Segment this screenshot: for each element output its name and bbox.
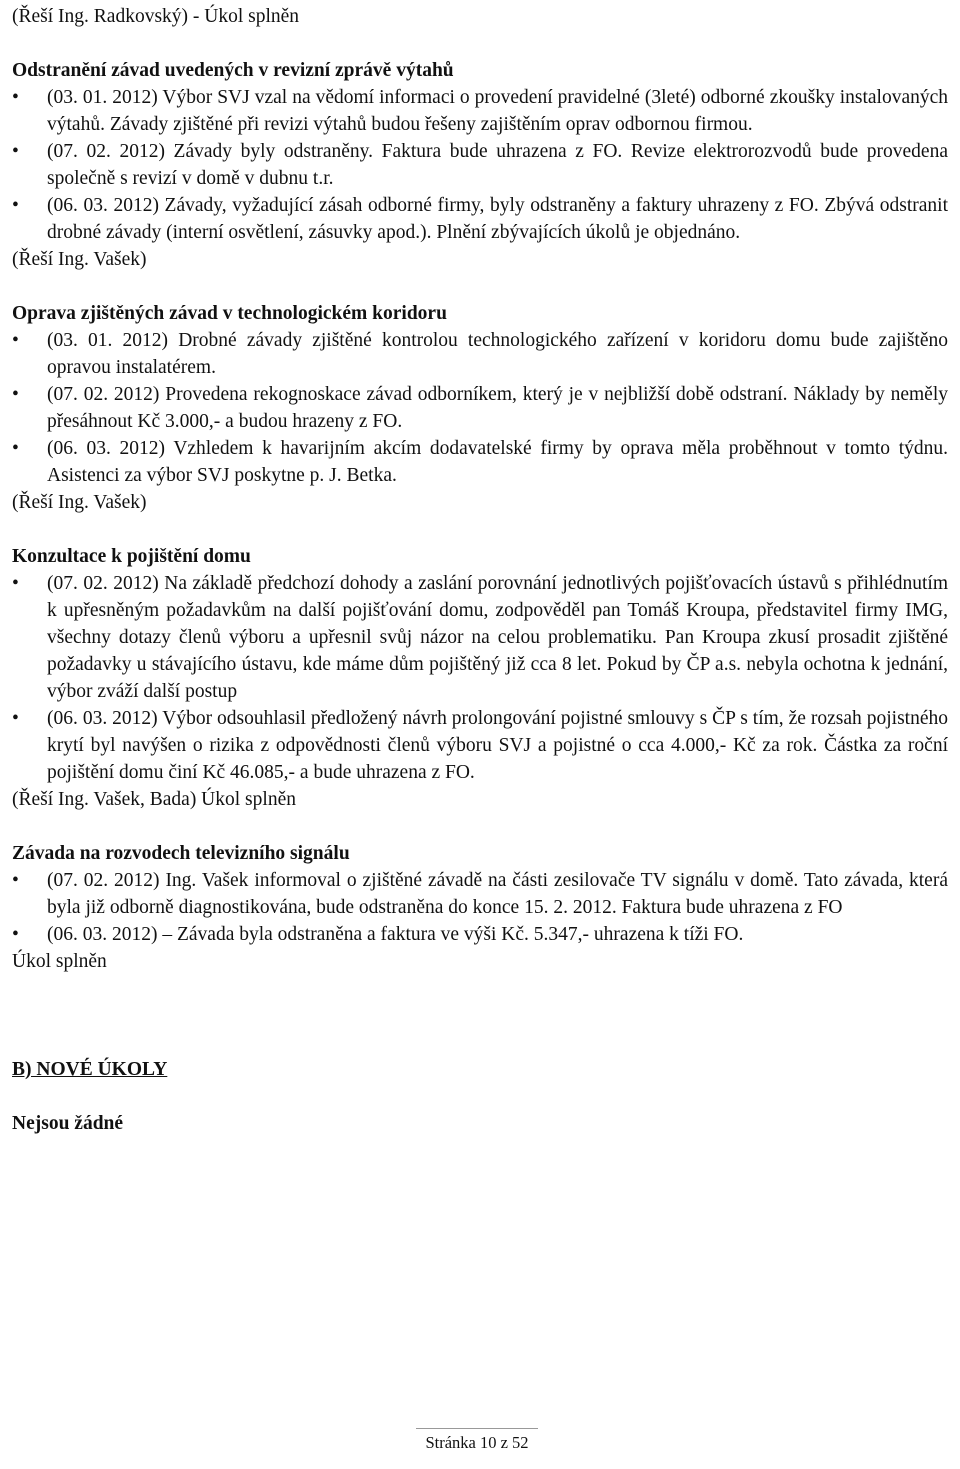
section-heading-corridor-defects: Oprava zjištěných závad v technologickém koridoru — [12, 303, 447, 324]
bullet-icon: • — [12, 870, 19, 891]
page-number-footer: Stránka 10 z 52 — [416, 1428, 538, 1455]
bullet-icon: • — [12, 708, 19, 729]
section-list-tv-signal — [12, 867, 948, 948]
status-line: (Řeší Ing. Radkovský) - Úkol splněn — [12, 6, 300, 27]
bullet-icon: • — [12, 438, 19, 459]
list-item: • (07. 02. 2012) Ing. Vašek informoval o zjištěné závadě na části zesilovače TV signálu v domě. Tato závada, která byla již odborně diagnostikována, bude odstraněna do konce 15. 2. 2012. Faktura bude uhrazena z FO — [12, 867, 948, 921]
section-note: (Řeší Ing. Vašek, Bada) Úkol splněn — [12, 789, 296, 810]
bullet-icon: • — [12, 141, 19, 162]
section-list-lift-defects — [12, 84, 948, 246]
list-item: • (03. 01. 2012) Výbor SVJ vzal na vědomí informaci o provedení pravidelné (3leté) odborné zkoušky instalovaných výtahů. Závady zjištěné při revizi výtahů budou řešeny zajištěním oprav odbornou firmou. — [12, 84, 948, 138]
bullet-icon: • — [12, 195, 19, 216]
bullet-icon: • — [12, 384, 19, 405]
new-tasks-heading: B) NOVÉ ÚKOLY — [12, 1059, 168, 1080]
list-item: • (06. 03. 2012) – Závada byla odstraněna a faktura ve výši Kč. 5.347,- uhrazena k tíži FO. — [12, 921, 948, 948]
document-page — [12, 3, 948, 1137]
new-tasks-text: Nejsou žádné — [12, 1113, 124, 1134]
section-list-insurance — [12, 570, 948, 786]
list-item: • (06. 03. 2012) Výbor odsouhlasil předložený návrh prolongování pojistné smlouvy s ČP s tím, že rozsah pojistného krytí byl navýšen o rizika z odpovědnosti členů výboru SVJ a pojistné o cca 4.000,- Kč za rok. Částka za roční pojištění domu činí Kč 46.085,- a bude uhrazena z FO. — [12, 705, 948, 786]
list-item: • (06. 03. 2012) Vzhledem k havarijním akcím dodavatelské firmy by oprava měla proběhnout v tomto týdnu. Asistenci za výbor SVJ poskytne p. J. Betka. — [12, 435, 948, 489]
list-item: • (06. 03. 2012) Závady, vyžadující zásah odborné firmy, byly odstraněny a faktury uhrazeny z FO. Zbývá odstranit drobné závady (interní osvětlení, zásuvky apod.). Plnění zbývajících úkolů je objednáno. — [12, 192, 948, 246]
bullet-icon: • — [12, 924, 19, 945]
list-item: • (07. 02. 2012) Provedena rekognoskace závad odborníkem, který je v nejbližší době odstraní. Náklady by neměly přesáhnout Kč 3.000,- a budou hrazeny z FO. — [12, 381, 948, 435]
list-item: • (07. 02. 2012) Na základě předchozí dohody a zaslání porovnání jednotlivých pojišťovacích ústavů s přihlédnutím k upřesněným požadavkům na další pojišťování domu, zodpověděl pan Tomáš Kroupa, představitel firmy IMG, všechny dotazy členů výboru a upřesnil svůj názor na celou problematiku. Pan Kroupa zkusí prosadit zjištěné požadavky u stávajícího ústavu, kde máme dům pojištěný již cca 8 let. Pokud by ČP a.s. nebyla ochotna k jednání, výbor zváží další postup — [12, 570, 948, 705]
bullet-icon: • — [12, 87, 19, 108]
section-note: (Řeší Ing. Vašek) — [12, 249, 147, 270]
section-note: Úkol splněn — [12, 951, 107, 972]
section-note: (Řeší Ing. Vašek) — [12, 492, 147, 513]
bullet-icon: • — [12, 330, 19, 351]
section-heading-tv-signal: Závada na rozvodech televizního signálu — [12, 843, 350, 864]
section-heading-insurance: Konzultace k pojištění domu — [12, 546, 251, 567]
list-item: • (07. 02. 2012) Závady byly odstraněny. Faktura bude uhrazena z FO. Revize elektrorozvodů bude provedena společně s revizí v domě v dubnu t.r. — [12, 138, 948, 192]
section-list-corridor-defects — [12, 327, 948, 489]
bullet-icon: • — [12, 573, 19, 594]
section-heading-lift-defects: Odstranění závad uvedených v revizní zprávě výtahů — [12, 60, 454, 81]
list-item: • (03. 01. 2012) Drobné závady zjištěné kontrolou technologického zařízení v koridoru domu bude zajištěno opravou instalatérem. — [12, 327, 948, 381]
